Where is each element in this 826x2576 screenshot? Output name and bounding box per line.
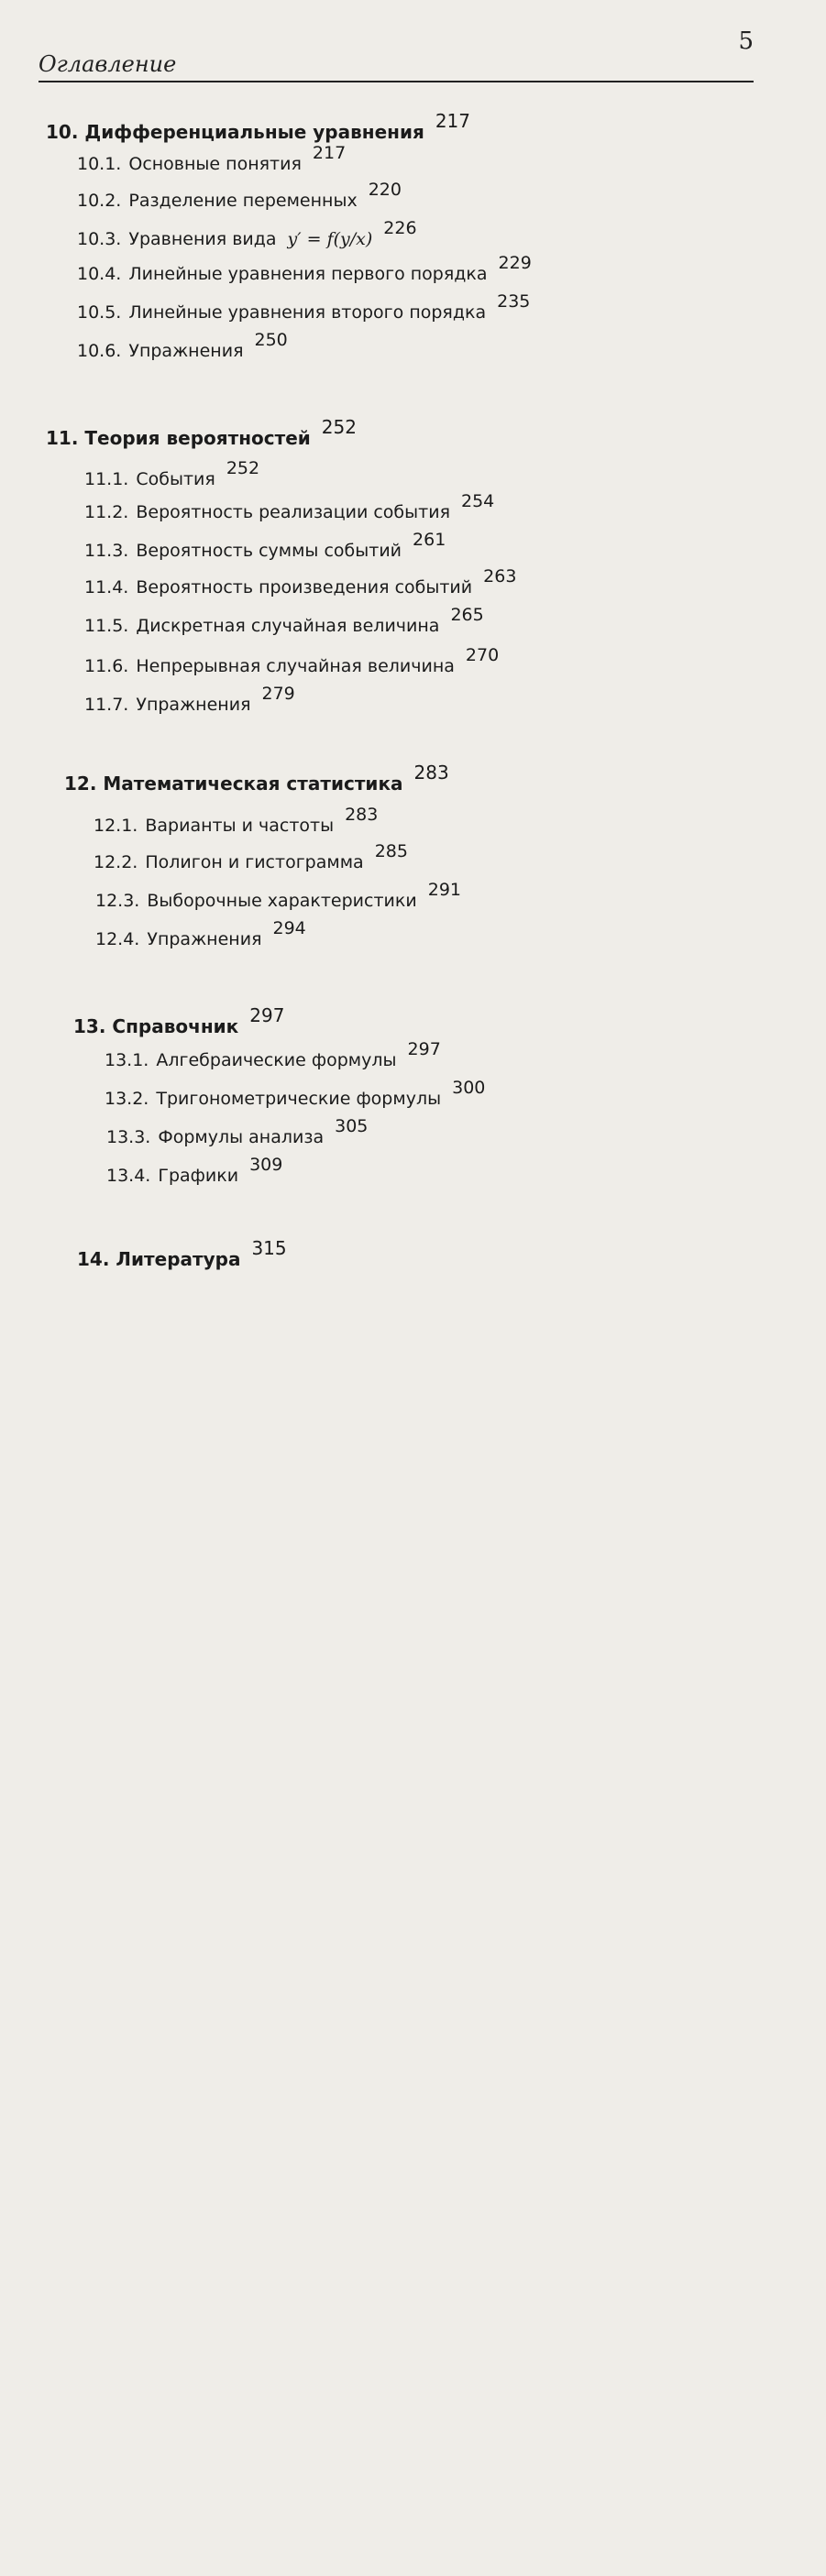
entry-page: 279 [262, 684, 826, 2011]
entry-number: 11.3. [84, 541, 128, 561]
entry-number: 10. [46, 121, 78, 143]
entry-page: 263 [483, 566, 826, 1894]
entry-number: 11.5. [84, 616, 128, 636]
entry-number: 14. [77, 1248, 109, 1270]
entry-title: Тригонометрические формулы [156, 1089, 441, 1109]
entry-page: 250 [255, 330, 826, 1658]
entry-page: 285 [375, 841, 826, 2169]
entry-title: Варианты и частоты [145, 816, 334, 836]
entry-page: 297 [408, 1039, 826, 2367]
entry-title: Полигон и гистограмма [145, 852, 363, 872]
entry-title: Непрерывная случайная величина [136, 656, 455, 676]
toc-chapter-14[interactable] [77, 1248, 790, 2576]
entry-number: 10.2. [77, 191, 121, 211]
entry-title: Разделение переменных [128, 191, 357, 211]
entry-page: 252 [226, 458, 826, 1786]
entry-page: 305 [335, 1116, 826, 2444]
entry-title: Упражнения [136, 695, 250, 715]
entry-number: 11.7. [84, 695, 128, 715]
entry-page: 309 [249, 1155, 826, 2483]
entry-title: Математическая статистика [103, 773, 402, 795]
entry-number: 13.2. [105, 1089, 149, 1109]
entry-title: Литература [116, 1248, 240, 1270]
entry-number: 13.4. [106, 1166, 150, 1186]
entry-title: Справочник [112, 1015, 238, 1037]
entry-number: 11.6. [84, 656, 128, 676]
entry-number: 12.3. [95, 891, 139, 911]
entry-page: 315 [251, 1237, 826, 2565]
entry-number: 12.4. [95, 929, 139, 949]
entry-page: 252 [322, 416, 826, 1744]
entry-page: 283 [345, 805, 826, 2132]
entry-title: Упражнения [128, 341, 243, 361]
entry-number: 12.1. [94, 816, 138, 836]
entry-page: 261 [413, 530, 826, 1858]
entry-number: 12.2. [94, 852, 138, 872]
entry-number: 10.3. [77, 229, 121, 249]
entry-title: Формулы анализа [158, 1127, 324, 1147]
entry-number: 10.5. [77, 302, 121, 323]
entry-title: Вероятность суммы событий [136, 541, 402, 561]
entry-page: 229 [499, 253, 826, 1581]
entry-title: Упражнения [147, 929, 261, 949]
entry-title: Вероятность произведения событий [136, 577, 472, 597]
entry-title: Уравнения вида [128, 229, 276, 249]
page-header [39, 27, 754, 82]
entry-number: 11.4. [84, 577, 128, 597]
entry-page: 294 [273, 918, 826, 2246]
entry-title: Дифференциальные уравнения [84, 121, 424, 143]
header-rule [39, 81, 754, 82]
entry-title: Графики [158, 1166, 238, 1186]
entry-number: 10.4. [77, 264, 121, 284]
entry-title: Выборочные характеристики [147, 891, 416, 911]
entry-number: 11. [46, 427, 78, 449]
entry-page: 254 [461, 491, 826, 1819]
page-number: 5 [738, 27, 754, 55]
entry-title: Алгебраические формулы [156, 1050, 396, 1070]
entry-page: 300 [452, 1078, 826, 2406]
entry-number: 11.2. [84, 502, 128, 522]
entry-title: Теория вероятностей [84, 427, 310, 449]
entry-title: Линейные уравнения второго порядка [128, 302, 486, 323]
entry-page: 265 [450, 605, 826, 1933]
entry-title: События [136, 469, 215, 489]
entry-number: 10.1. [77, 154, 121, 174]
entry-page: 220 [369, 180, 826, 1507]
entry-number: 13.1. [105, 1050, 149, 1070]
entry-page: 283 [414, 762, 826, 2089]
entry-number: 11.1. [84, 469, 128, 489]
entry-number: 13.3. [106, 1127, 150, 1147]
entry-page: 291 [428, 880, 826, 2208]
entry-page: 217 [435, 110, 826, 1438]
entry-number: 10.6. [77, 341, 121, 361]
entry-title: Вероятность реализации события [136, 502, 450, 522]
entry-page: 235 [497, 291, 826, 1619]
section-title: Оглавление [39, 51, 176, 77]
entry-number: 12. [64, 773, 96, 795]
entry-formula: y′ = f(y/x) [288, 229, 373, 249]
entry-page: 217 [313, 143, 826, 1471]
entry-title: Дискретная случайная величина [136, 616, 439, 636]
entry-page: 270 [466, 645, 826, 1973]
entry-page: 297 [249, 1004, 826, 2332]
entry-title: Основные понятия [128, 154, 302, 174]
entry-number: 13. [73, 1015, 105, 1037]
entry-title: Линейные уравнения первого порядка [128, 264, 487, 284]
entry-page: 226 [383, 218, 826, 1546]
